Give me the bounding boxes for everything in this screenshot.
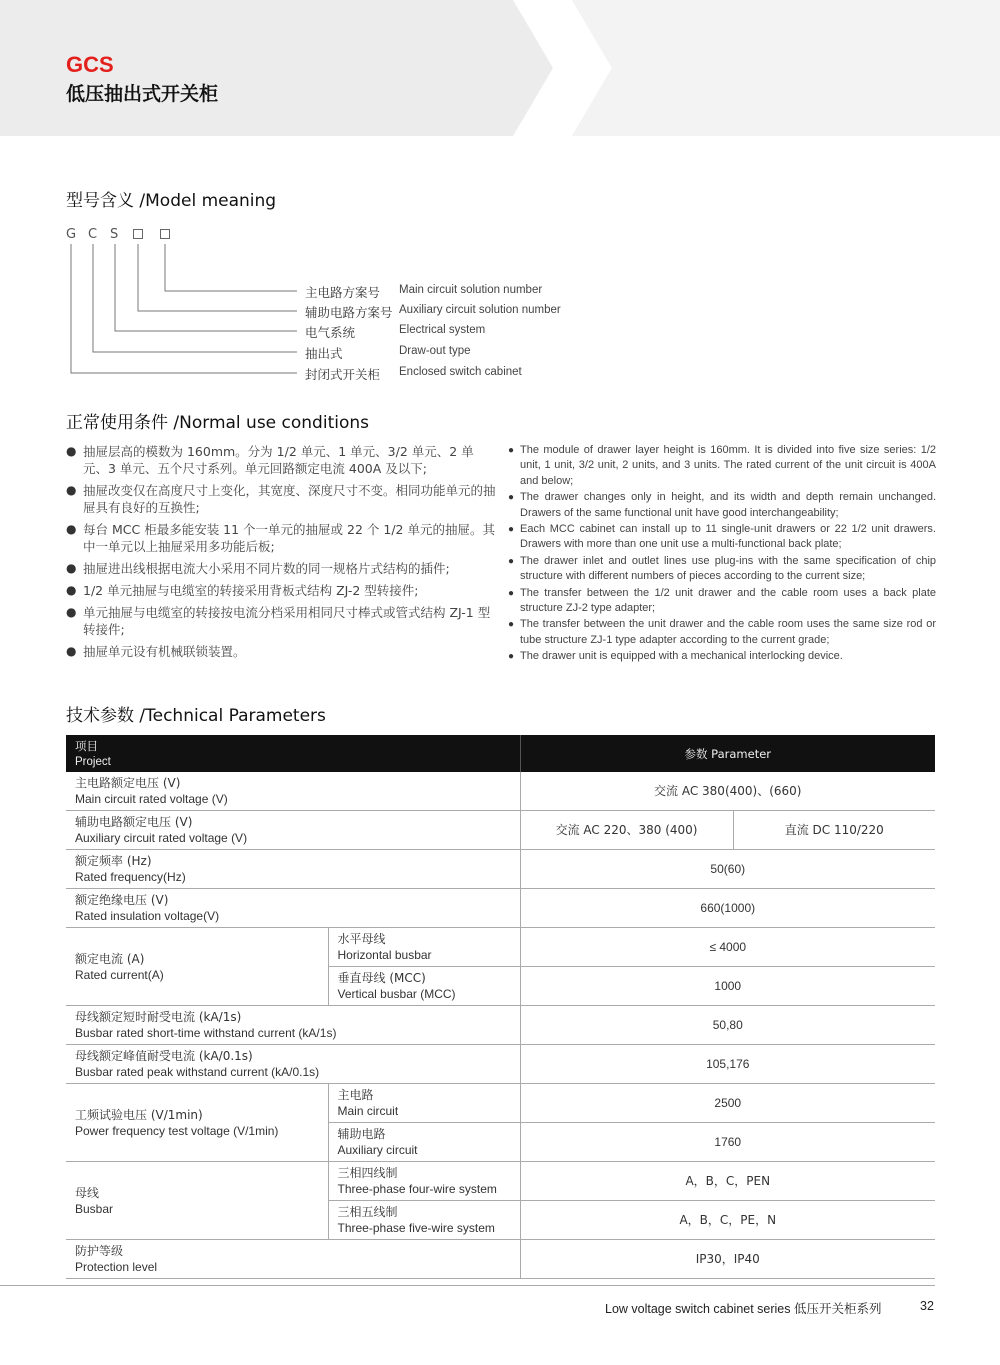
- list-item: ● The drawer unit is equipped with a mechanical interlocking device.: [508, 649, 936, 664]
- conditions-title: 正常使用条件 /Normal use conditions: [66, 413, 369, 433]
- list-item: ● The transfer between the unit drawer and the cable room uses the same size rod or tube structure ZJ-1 type adapter according to the current grade;: [508, 617, 936, 648]
- code-letter-s: S: [110, 227, 119, 242]
- model-item-cn: 辅助电路方案号: [305, 305, 393, 320]
- table-header-row: [66, 735, 935, 772]
- row-label: 辅助电路额定电压 (V) Auxiliary circuit rated voltage (V): [66, 811, 520, 850]
- row-label: 额定电流 (A) Rated current(A): [66, 928, 328, 1006]
- table-row: [66, 1006, 935, 1045]
- list-item: ● The module of drawer layer height is 160mm. It is divided into five size series: 1/2 unit, 1 unit, 3/2 unit, 2 units, and 3 units. The rated current of the unit circuit is 400A and below;: [508, 443, 936, 489]
- row-value: 660(1000): [520, 889, 935, 928]
- table-row: [66, 889, 935, 928]
- list-item: ● 1/2 单元抽屉与电缆室的转接采用背板式结构 ZJ-2 型转接件;: [66, 582, 496, 599]
- table-row: [66, 811, 935, 850]
- row-sublabel: 三相四线制 Three-phase four-wire system: [328, 1162, 520, 1201]
- model-item-en: Draw-out type: [399, 345, 471, 357]
- row-label: 母线 Busbar: [66, 1162, 328, 1240]
- model-meaning-title: 型号含义 /Model meaning: [66, 191, 277, 211]
- table-row: [66, 850, 935, 889]
- row-value-ac: 交流 AC 220、380 (400): [520, 811, 733, 850]
- row-label: 额定频率 (Hz) Rated frequency(Hz): [66, 850, 520, 889]
- list-item: ● The drawer changes only in height, and its width and depth remain unchanged. Drawers of the same functional unit have good interchangeability;: [508, 490, 936, 521]
- row-label: 母线额定峰值耐受电流 (kA/0.1s) Busbar rated peak withstand current (kA/0.1s): [66, 1045, 520, 1084]
- code-letter-c: C: [88, 227, 98, 242]
- row-sublabel: 垂直母线 (MCC) Vertical busbar (MCC): [328, 967, 520, 1006]
- row-sublabel: 水平母线 Horizontal busbar: [328, 928, 520, 967]
- row-value: 2500: [520, 1084, 935, 1123]
- tech-params-table: [66, 735, 935, 1279]
- product-subtitle: 低压抽出式开关柜: [66, 83, 219, 105]
- row-label: 防护等级 Protection level: [66, 1240, 520, 1279]
- row-label: 主电路额定电压 (V) Main circuit rated voltage (V): [66, 772, 520, 811]
- list-item: ● Each MCC cabinet can install up to 11 single-unit drawers or 22 1/2 unit drawers. Drawers with more than one unit use a multi-functional back plate;: [508, 522, 936, 553]
- model-item-en: Auxiliary circuit solution number: [399, 304, 561, 316]
- list-item: ● The drawer inlet and outlet lines use plug-ins with the same specification of chip structure with different numbers of pieces according to the current size;: [508, 554, 936, 585]
- list-item: ● 单元抽屉与电缆室的转接按电流分档采用相同尺寸棒式或管式结构 ZJ-1 型转接件;: [66, 604, 496, 638]
- row-label: 母线额定短时耐受电流 (kA/1s) Busbar rated short-time withstand current (kA/1s): [66, 1006, 520, 1045]
- row-value: 50(60): [520, 850, 935, 889]
- model-item-en: Enclosed switch cabinet: [399, 366, 522, 378]
- row-value: IP30，IP40: [520, 1240, 935, 1279]
- model-item-cn: 封闭式开关柜: [305, 367, 381, 382]
- table-row: [66, 1084, 935, 1123]
- table-row: [66, 1045, 935, 1084]
- table-row: [66, 1240, 935, 1279]
- row-value-dc: 直流 DC 110/220: [733, 811, 935, 850]
- model-item-en: Main circuit solution number: [399, 284, 543, 296]
- row-label: 额定绝缘电压 (V) Rated insulation voltage(V): [66, 889, 520, 928]
- row-sublabel: 三相五线制 Three-phase five-wire system: [328, 1201, 520, 1240]
- model-item-cn: 电气系统: [305, 325, 356, 340]
- row-value: 1760: [520, 1123, 935, 1162]
- row-value: 1000: [520, 967, 935, 1006]
- row-value: 105,176: [520, 1045, 935, 1084]
- header-parameter: 参数 Parameter: [520, 735, 935, 772]
- model-item-en: Electrical system: [399, 324, 486, 336]
- page-number: 32: [920, 1299, 934, 1313]
- list-item: ● 每台 MCC 柜最多能安装 11 个一单元的抽屉或 22 个 1/2 单元的抽屉。其中一单元以上抽屉采用多功能后板;: [66, 521, 496, 555]
- list-item: ● 抽屉层高的模数为 160mm。分为 1/2 单元、1 单元、3/2 单元、2 单元、3 单元、五个尺寸系列。单元回路额定电流 400A 及以下;: [66, 443, 496, 477]
- row-value: 50,80: [520, 1006, 935, 1045]
- code-letter-g: G: [66, 227, 77, 242]
- conditions-list-cn: [66, 443, 496, 665]
- list-item: ● 抽屉单元设有机械联锁装置。: [66, 643, 496, 660]
- list-item: ● 抽屉进出线根据电流大小采用不同片数的同一规格片式结构的插件;: [66, 560, 496, 577]
- table-row: [66, 1162, 935, 1201]
- row-value: ≤ 4000: [520, 928, 935, 967]
- row-sublabel: 主电路 Main circuit: [328, 1084, 520, 1123]
- brand-title: GCS: [66, 52, 114, 77]
- row-value: A，B，C，PEN: [520, 1162, 935, 1201]
- tech-params-title: 技术参数 /Technical Parameters: [66, 706, 326, 726]
- table-row: [66, 928, 935, 967]
- footer-divider: [0, 1285, 935, 1286]
- model-item-cn: 抽出式: [305, 346, 343, 361]
- conditions-list-en: [508, 443, 936, 666]
- row-value: 交流 AC 380(400)、(660): [520, 772, 935, 811]
- table-row: [66, 772, 935, 811]
- header-project: 项目 Project: [66, 735, 520, 772]
- row-value: A，B，C，PE，N: [520, 1201, 935, 1240]
- row-label: 工频试验电压 (V/1min) Power frequency test voltage (V/1min): [66, 1084, 328, 1162]
- model-item-cn: 主电路方案号: [305, 285, 381, 300]
- list-item: ● The transfer between the 1/2 unit drawer and the cable room uses a back plate structure ZJ-2 type adapter;: [508, 586, 936, 617]
- list-item: ● 抽屉改变仅在高度尺寸上变化，其宽度、深度尺寸不变。相同功能单元的抽屉具有良好的互换性;: [66, 482, 496, 516]
- footer-series-label: Low voltage switch cabinet series 低压开关柜系列: [605, 1302, 882, 1316]
- row-sublabel: 辅助电路 Auxiliary circuit: [328, 1123, 520, 1162]
